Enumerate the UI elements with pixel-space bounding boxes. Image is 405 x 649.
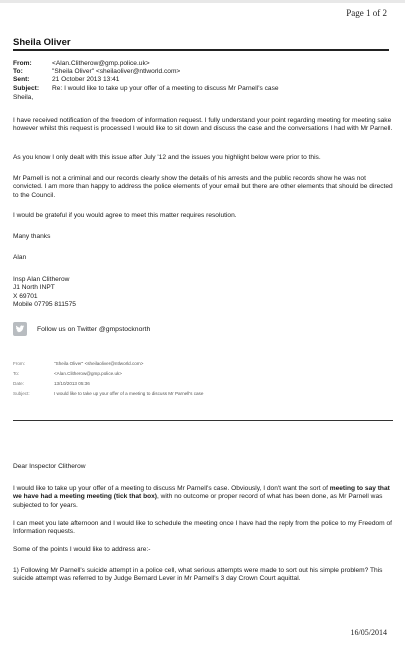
- original-greeting: Dear Inspector Clitherow: [13, 463, 86, 470]
- header-subject-label: Subject:: [13, 84, 40, 92]
- fwd-from-row: [13, 361, 203, 367]
- scan-edge: [0, 0, 405, 3]
- reply-greeting: Sheila,: [13, 94, 34, 101]
- header-subject-row: [13, 85, 279, 93]
- title-divider: [13, 49, 389, 51]
- header-from-label: From:: [13, 60, 32, 67]
- fwd-date-row: [13, 381, 203, 387]
- header-sent-row: [13, 76, 279, 84]
- header-sent-value: 21 October 2013 13:41: [52, 76, 120, 84]
- stamp-date: 16/05/2014: [350, 628, 387, 637]
- twitter-bird-icon: [13, 322, 27, 336]
- forwarded-divider: [13, 420, 393, 421]
- reply-paragraph-1: I have received notification of the freedom of information request. I fully understand your point regarding meeting for meeting sake however whilst this request is processed I would like to sit down and discuss the case and the conversations I had with Mr Parnell.: [13, 117, 393, 133]
- reply-name: Alan: [13, 254, 27, 261]
- signature-line: X 69701: [13, 292, 38, 300]
- header-to-row: [13, 68, 279, 76]
- fwd-date-label: Date:: [13, 381, 24, 386]
- fwd-subject-row: [13, 391, 203, 397]
- header-to-label: To:: [13, 68, 23, 76]
- original-paragraph-1: [13, 485, 393, 510]
- fwd-subject-label: Subject:: [13, 391, 30, 396]
- original-paragraph-2: I can meet you late afternoon and I would like to schedule the meeting once I have had the reply from the police to my Freedom of Information requests.: [13, 520, 392, 536]
- header-to-value: "Sheila Oliver" <sheilaoliver@ntlworld.com>: [52, 68, 181, 76]
- header-subject-value: Re: I would like to take up your offer of a meeting to discuss Mr Parnell's case: [52, 84, 279, 92]
- twitter-follow-text: Follow us on Twitter @gmpstocknorth: [37, 326, 151, 333]
- fwd-subject-value: I would like to take up your offer of a meeting to discuss Mr Parnell's case: [54, 391, 204, 396]
- fwd-date-value: 13/10/2013 05:36: [54, 381, 90, 386]
- signature-line: Insp Alan Clitherow: [13, 276, 70, 283]
- original-paragraph-3: Some of the points I would like to address are:-: [13, 546, 151, 553]
- reply-thanks: Many thanks: [13, 233, 51, 240]
- header-from-value: <Alan.Clitherow@gmp.police.uk>: [52, 60, 150, 67]
- fwd-from-value: "Sheila Oliver" <sheilaoliver@ntlworld.com>: [54, 361, 144, 366]
- fwd-from-label: From:: [13, 361, 25, 366]
- header-from-row: [13, 60, 279, 68]
- email-header: [13, 60, 279, 93]
- original-p1-end: , with no outcome or proper record of what has been done, as Mr Parnell was subjected to for years.: [13, 493, 383, 509]
- signature-line: Mobile 07795 811575: [13, 301, 76, 309]
- original-p1-bold: meeting to say that we have had a meeting meeting (tick that box): [13, 485, 390, 501]
- reply-paragraph-2: As you know I only dealt with this issue after July '12 and the issues you highlight below were prior to this.: [13, 154, 321, 161]
- reply-paragraph-3: Mr Parnell is not a criminal and our records clearly show the details of his arrests and the public records show he was not convicted. I am more than happy to address the police elements of your email but there are other elements that should be directed to the Council.: [13, 175, 393, 199]
- reply-paragraph-4: I would be grateful if you would agree to meet this matter requires resolution.: [13, 212, 237, 219]
- original-paragraph-4: 1) Following Mr Parnell's suicide attempt in a police cell, what serious attempts were made to sort out his simple problem? This suicide attempt was referred to by Judge Bernard Lever in Mr Parnell's 3 day Crown Court aquittal.: [13, 567, 383, 583]
- header-sent-label: Sent:: [13, 76, 30, 84]
- signature-block: [13, 276, 76, 310]
- forwarded-header: [13, 361, 203, 397]
- fwd-to-label: To:: [13, 371, 20, 376]
- document-title: Sheila Oliver: [13, 37, 71, 48]
- original-p1-start: I would like to take up your offer of a meeting to discuss Mr Parnell's case. Obviously, I don't want the sort of: [13, 485, 330, 492]
- page-number: Page 1 of 2: [346, 8, 387, 18]
- fwd-to-value: <Alan.Clitherow@gmp.police.uk>: [54, 371, 122, 376]
- signature-line: J1 North INPT: [13, 284, 55, 292]
- fwd-to-row: [13, 371, 203, 377]
